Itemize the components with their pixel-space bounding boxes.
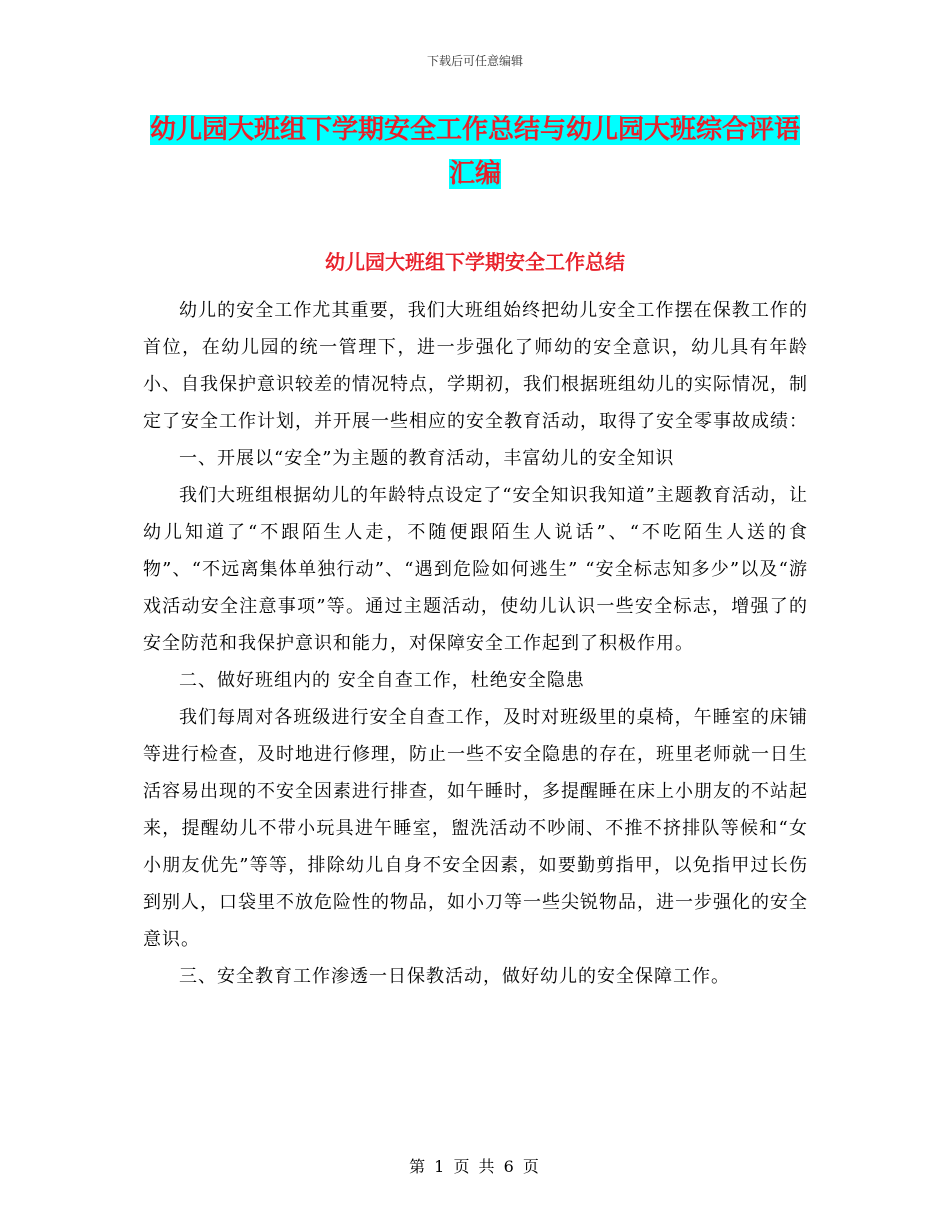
paragraph-intro: 幼儿的安全工作尤其重要，我们大班组始终把幼儿安全工作摆在保教工作的首位，在幼儿园的统一管理下，进一步强化了师幼的安全意识，幼儿具有年龄小、自我保护意识较差的情况特点，学期初，我们根据班组幼儿的实际情况，制定了安全工作计划，并开展一些相应的安全教育活动，取得了安全零事故成绩： (143, 300, 808, 432)
document-body (143, 292, 808, 995)
header-note: 下载后可任意编辑 (426, 54, 523, 68)
heading-two: 二、做好班组内的 安全自查工作，杜绝安全隐患 (179, 670, 585, 691)
section-title: 幼儿园大班组下学期安全工作总结 (325, 250, 625, 274)
document-title-text: 幼儿园大班组下学期安全工作总结与幼儿园大班综合评语汇编 (149, 115, 800, 189)
page-number: 第 1 页 共 6 页 (409, 1157, 541, 1176)
heading-three: 三、安全教育工作渗透一日保教活动，做好幼儿的安全保障工作。 (179, 966, 730, 987)
heading-one: 一、开展以“安全”为主题的教育活动，丰富幼儿的安全知识 (179, 448, 675, 469)
paragraph-one: 我们大班组根据幼儿的年龄特点设定了“安全知识我知道”主题教育活动，让幼儿知道了“不跟陌生人走，不随便跟陌生人说话”、“不吃陌生人送的食物”、“不远离集体单独行动”、“遇到危险如何逃生” “安全标志知多少”以及“游戏活动安全注意事项”等。通过主题活动，使幼儿认识一些安全标志，增强了的安全防范和我保护意识和能力，对保障安全工作起到了积极作用。 (143, 485, 808, 654)
paragraph-two: 我们每周对各班级进行安全自查工作，及时对班级里的桌椅，午睡室的床铺等进行检查，及时地进行修理，防止一些不安全隐患的存在，班里老师就一日生活容易出现的不安全因素进行排查，如午睡时，多提醒睡在床上小朋友的不站起来，提醒幼儿不带小玩具进午睡室，盥洗活动不吵闹、不推不挤排队等候和“女小朋友优先”等等，排除幼儿自身不安全因素，如要勤剪指甲，以免指甲过长伤到别人，口袋里不放危险性的物品，如小刀等一些尖锐物品，进一步强化的安全意识。 (143, 707, 808, 950)
document-title (145, 108, 805, 196)
